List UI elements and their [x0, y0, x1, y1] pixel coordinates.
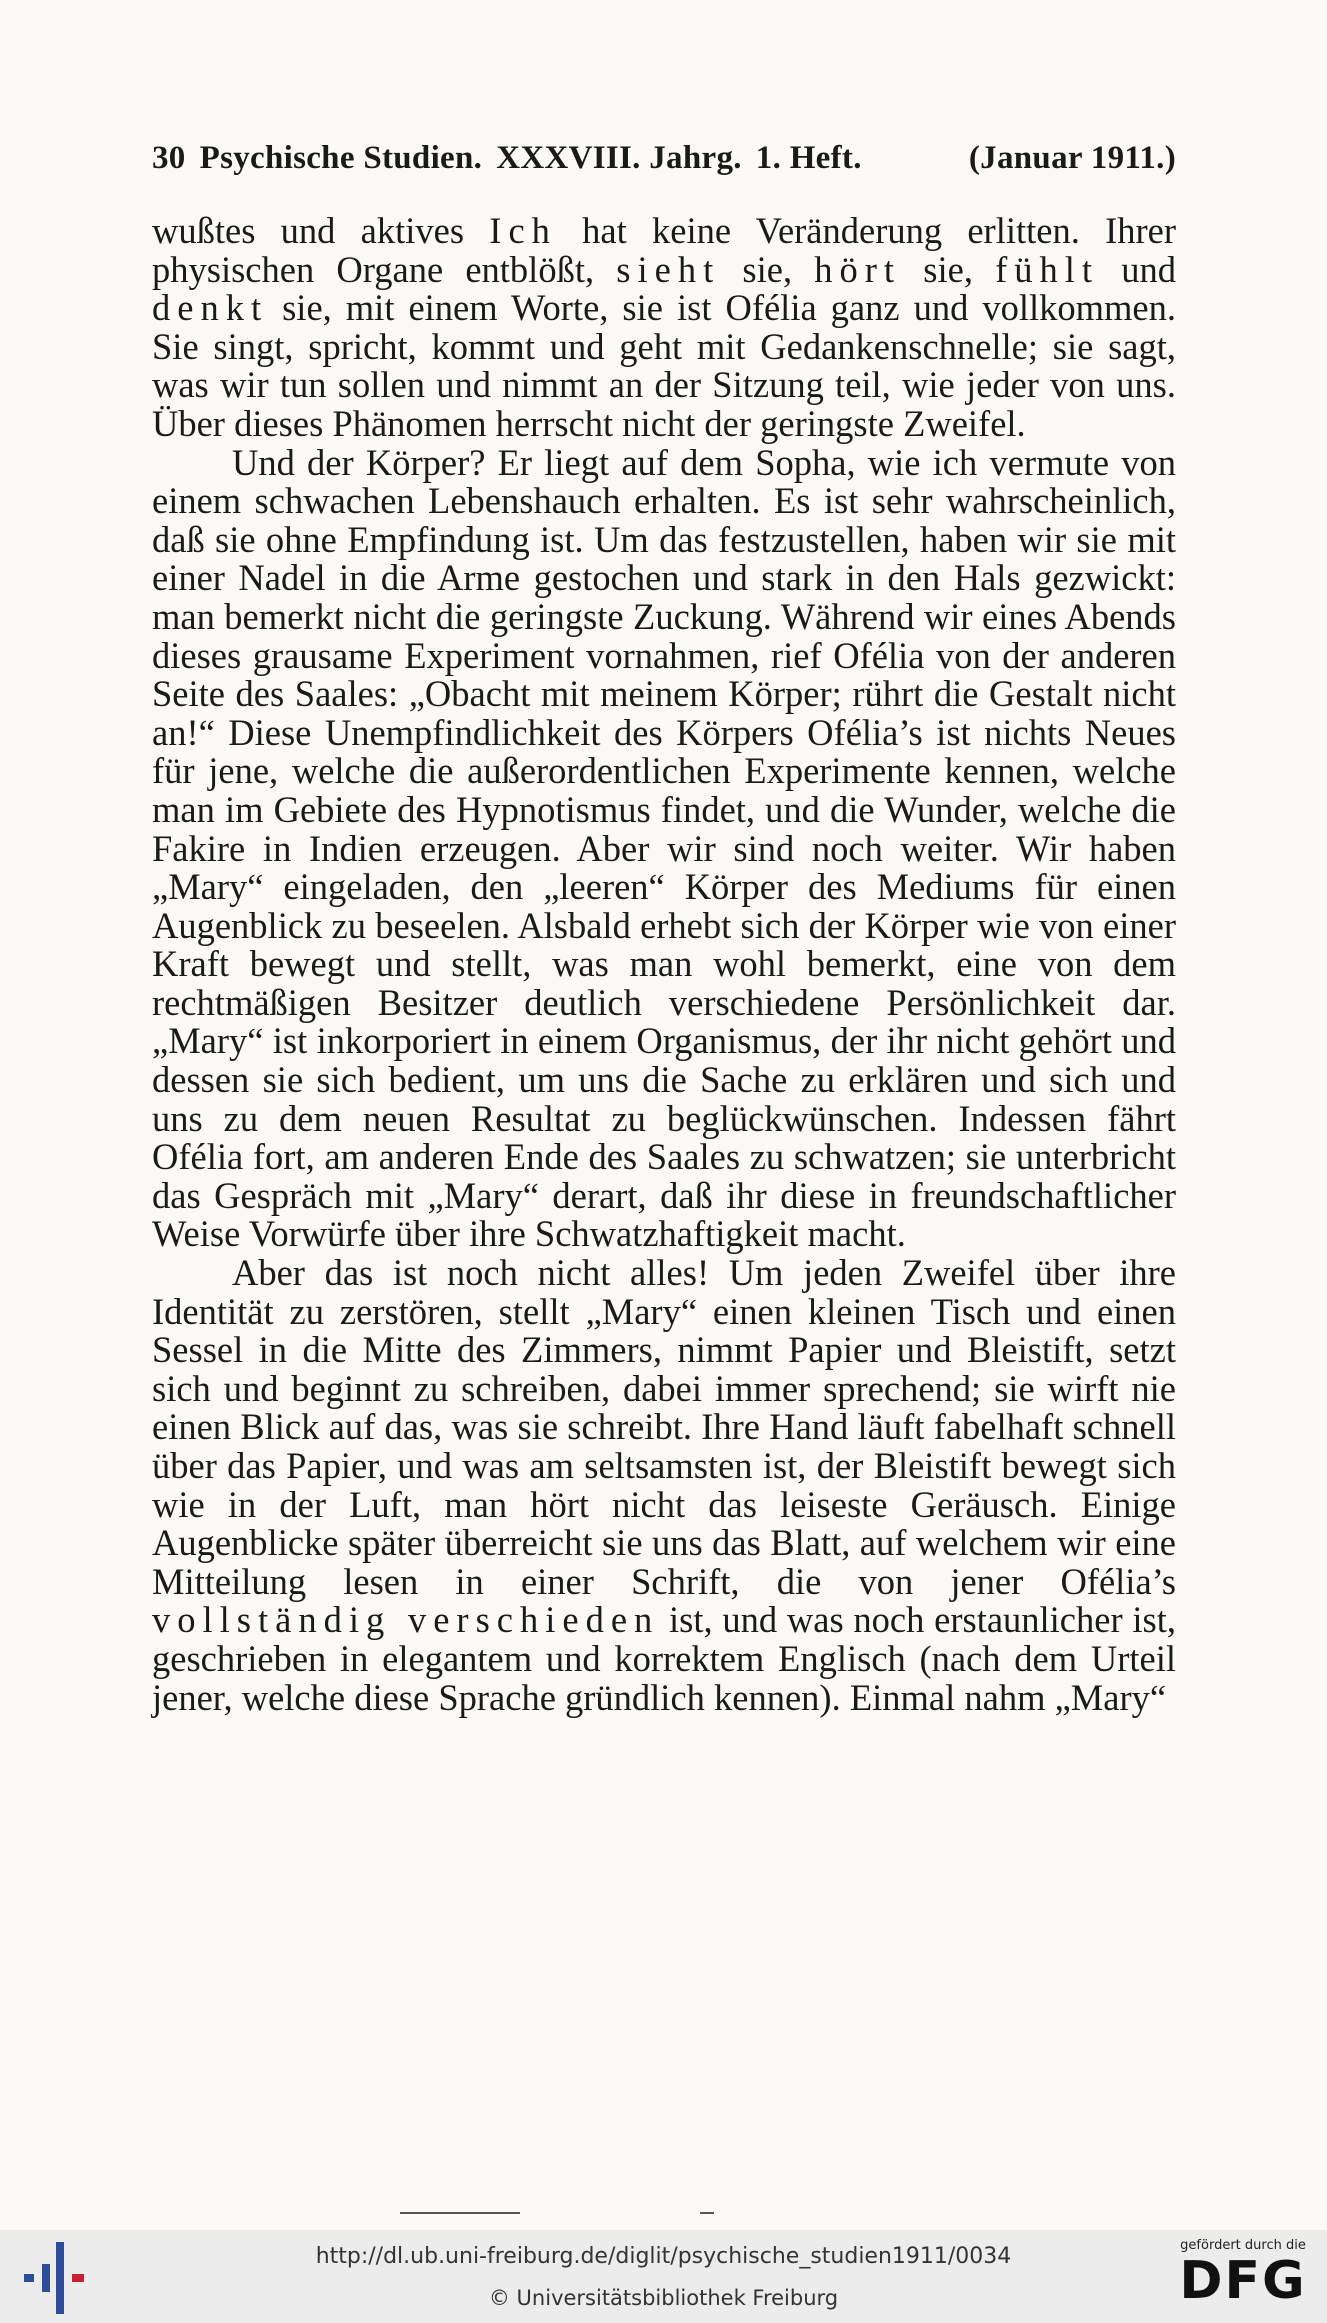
text-run: und	[1099, 248, 1177, 290]
text-run: Aber das ist noch nicht alles! Um jeden Zweifel über ihre Identität zu zerstören, stellt „Mary“ einen kleinen Tisch und einen Sessel in die Mitte des Zimmers, nimmt Papier und Bleistift, setzt sich und beginnt zu schreiben, dabei immer sprechend; sie wirft nie einen Blick auf das, was sie schreibt. Ihre Hand läuft fabelhaft schnell über das Papier, und was am seltsamsten ist, der Bleistift bewegt sich wie in der Luft, man hört nicht das leiseste Geräusch. Einige Augenblicke später überreicht sie uns das Blatt, auf welchem wir eine Mitteilung lesen in einer Schrift, die von jener Ofélia’s	[152, 1252, 1176, 1602]
viewer-footer	[0, 2230, 1327, 2323]
footer-rule	[400, 2212, 520, 2214]
text-run: hat keine Veränderung erlitten. Ihrer physischen Organe entblößt,	[152, 210, 1177, 290]
dfg-caption: gefördert durch die	[1180, 2238, 1306, 2253]
document-url[interactable]: http://dl.ub.uni-freiburg.de/diglit/psychische_studien1911/0034	[315, 2244, 1012, 2269]
dfg-wordmark: DFG	[1179, 2251, 1307, 2311]
body-text	[152, 212, 1176, 1717]
text-run: wußtes und aktives	[152, 210, 490, 251]
emphasis-vollstaendig: vollständig verschieden	[152, 1599, 660, 1641]
paragraph-2: Und der Körper? Er liegt auf dem Sopha, wie ich vermute von einem schwachen Lebenshauch erhalten. Es ist sehr wahrscheinlich, daß sie ohne Empfindung ist. Um das festzustellen, haben wir sie mit einer Nadel in die Arme gestochen und stark in den Hals gezwickt: man bemerkt nicht die geringste Zuckung. Während wir eines Abends dieses grausame Experiment vornahmen, rief Ofélia von der anderen Seite des Saales: „Obacht mit meinem Körper; rührt die Gestalt nicht an!“ Diese Unempfindlichkeit des Körpers Ofélia’s ist nichts Neues für jene, welche die außerordentlichen Experimente kennen, welche man im Gebiete des Hypnotismus findet, und die Wunder, welche die Fakire in Indien erzeugen. Aber wir sind noch weiter. Wir haben „Mary“ eingeladen, den „leeren“ Körper des Mediums für einen Augenblick zu beseelen. Alsbald erhebt sich der Körper wie von einer Kraft bewegt und stellt, was man wohl bemerkt, eine von dem rechtmäßigen Besitzer deutlich verschiedene Persönlichkeit dar. „Mary“ ist inkorporiert in einem Organismus, der ihr nicht gehört und dessen sie sich bedient, um uns die Sache zu erklären und sich und uns zu dem neuen Resultat zu beglückwünschen. Indessen fährt Ofélia fort, am anderen Ende des Saales zu schwatzen; sie unterbricht das Gespräch mit „Mary“ derart, daß ihr diese in freundschaftlicher Weise Vorwürfe über ihre Schwatzhaftigkeit macht.	[152, 441, 1176, 1255]
text-run: sie, mit einem Worte, sie ist Ofélia ganz und vollkommen. Sie singt, spricht, kommt und geht mit Gedankenschnelle; sie sagt, was wir tun sollen und nimmt an der Sitzung teil, wie jeder von uns. Über dieses Phänomen herrscht nicht der geringste Zweifel.	[152, 287, 1176, 444]
paragraph-3	[152, 1254, 1176, 1717]
emphasis-fuehlt: fühlt	[995, 248, 1100, 290]
volume: XXXVIII. Jahrg.	[496, 140, 742, 176]
issue: 1. Heft.	[755, 140, 862, 176]
emphasis-ich: Ich	[489, 210, 557, 251]
header-left	[152, 140, 876, 177]
page-number: 30	[152, 140, 186, 176]
dfg-logo	[1173, 2238, 1313, 2318]
paragraph-1	[152, 212, 1176, 444]
text-run: sie,	[901, 248, 996, 290]
footer-rule-mark	[700, 2212, 714, 2214]
emphasis-hoert: hört	[814, 248, 902, 290]
emphasis-sieht: sieht	[616, 248, 721, 290]
text-run: sie,	[720, 248, 815, 290]
text-run: ist, und was noch erstaunlicher ist, geschrieben in elegantem und korrektem Englisch (nach dem Urteil jener, welche diese Sprache gründlich kennen). Einmal nahm „Mary“	[152, 1599, 1176, 1718]
emphasis-denkt: denkt	[152, 287, 269, 329]
journal-title: Psychische Studien.	[199, 140, 483, 176]
issue-date: (Januar 1911.)	[968, 140, 1176, 176]
running-header	[152, 140, 1176, 177]
copyright: © Universitätsbibliothek Freiburg	[488, 2286, 839, 2310]
